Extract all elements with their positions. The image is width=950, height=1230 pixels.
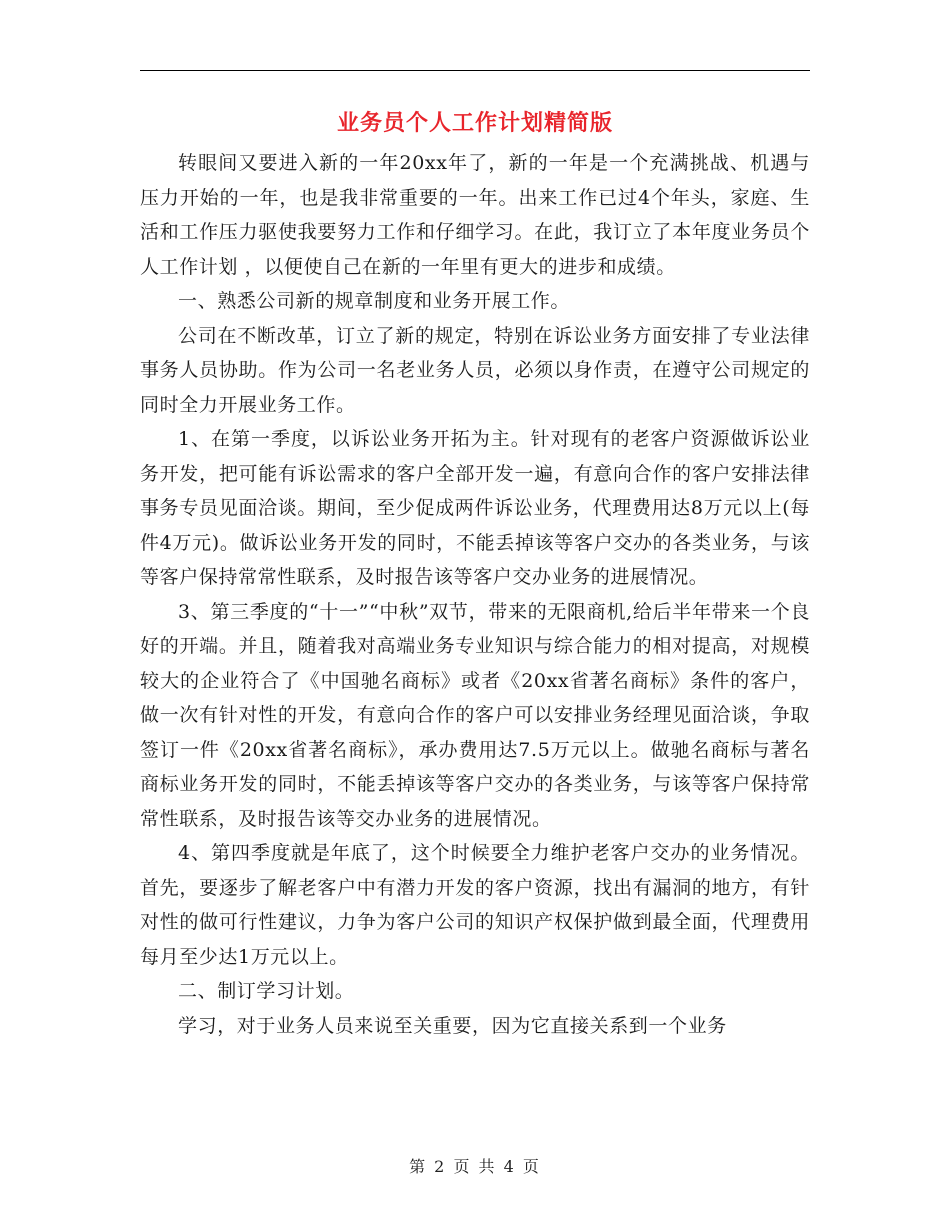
paragraph-q1-plan: 1、在第一季度，以诉讼业务开拓为主。针对现有的老客户资源做诉讼业务开发，把可能有诉讼需求的客户全部开发一遍，有意向合作的客户安排法律事务专员见面洽谈。期间，至少促成两件诉讼业务，代理费用达8万元以上(每件4万元)。做诉讼业务开发的同时，不能丢掉该等客户交办的各类业务，与该等客户保持常常性联系，及时报告该等客户交办业务的进展情况。 [140, 428, 810, 588]
header-rule [140, 70, 810, 71]
document-body [140, 146, 810, 1043]
paragraph-q3-plan: 3、第三季度的“十一”“中秋”双节，带来的无限商机,给后半年带来一个良好的开端。并且，随着我对高端业务专业知识与综合能力的相对提高，对规模较大的企业符合了《中国驰名商标》或者《20xx省著名商标》条件的客户，做一次有针对性的开发，有意向合作的客户可以安排业务经理见面洽谈，争取签订一件《20xx省著名商标》，承办费用达7.5万元以上。做驰名商标与著名商标业务开发的同时，不能丢掉该等客户交办的各类业务，与该等客户保持常常性联系，及时报告该等交办业务的进展情况。 [140, 600, 810, 830]
paragraph-q4-plan: 4、第四季度就是年底了，这个时候要全力维护老客户交办的业务情况。首先，要逐步了解老客户中有潜力开发的客户资源，找出有漏洞的地方，有针对性的做可行性建议，力争为客户公司的知识产权保护做到最全面，代理费用每月至少达1万元以上。 [140, 842, 810, 968]
paragraph-study: 学习，对于业务人员来说至关重要，因为它直接关系到一个业务 [178, 1014, 727, 1037]
paragraph-intro: 转眼间又要进入新的一年20xx年了，新的一年是一个充满挑战、机遇与压力开始的一年，也是我非常重要的一年。出来工作已过4个年头，家庭、生活和工作压力驱使我要努力工作和仔细学习。在此，我订立了本年度业务员个人工作计划 ，以便使自己在新的一年里有更大的进步和成绩。 [140, 152, 810, 278]
section-heading-1: 一、熟悉公司新的规章制度和业务开展工作。 [178, 290, 571, 312]
section-heading-2: 二、制订学习计划。 [178, 980, 355, 1002]
document-title: 业务员个人工作计划精简版 [336, 110, 613, 136]
page-number-footer: 第 2 页 共 4 页 [409, 1157, 541, 1176]
paragraph-company-rules: 公司在不断改革，订立了新的规定，特别在诉讼业务方面安排了专业法律事务人员协助。作为公司一名老业务人员，必须以身作责，在遵守公司规定的同时全力开展业务工作。 [140, 324, 810, 416]
